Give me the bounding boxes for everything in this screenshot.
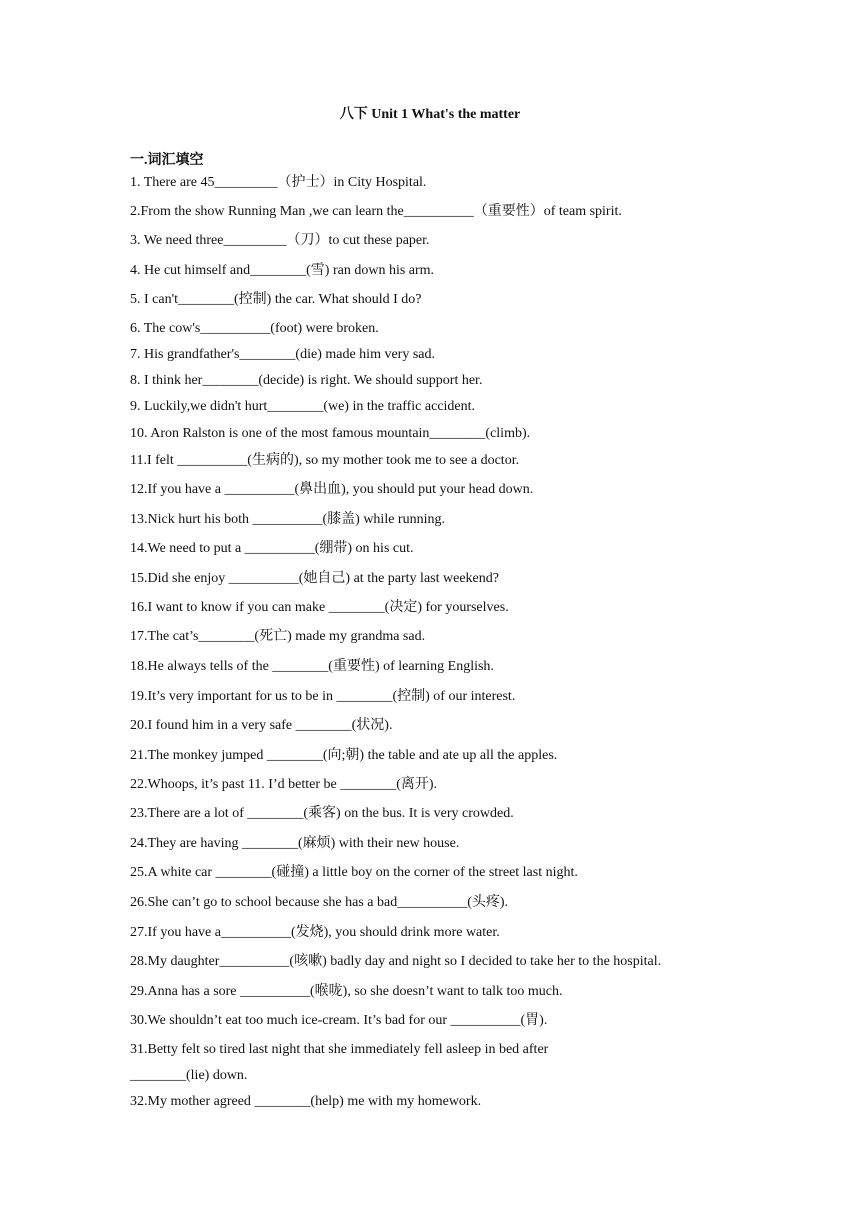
document-title: 八下 Unit 1 What's the matter xyxy=(339,107,521,122)
exercise-item-31: 31.Betty felt so tired last night that she immediately fell asleep in bed after xyxy=(130,1042,549,1057)
exercise-item-26: 26.She can’t go to school because she has a bad__________(头疼). xyxy=(130,895,509,910)
exercise-item-25: 25.A white car ________(碰撞) a little boy on the corner of the street last night. xyxy=(130,865,578,880)
exercise-item-21: 21.The monkey jumped ________(向;朝) the table and ate up all the apples. xyxy=(130,748,558,763)
exercise-item-6: 6. The cow's__________(foot) were broken. xyxy=(130,321,379,336)
exercise-item-3: 3. We need three_________（刀）to cut these paper. xyxy=(130,233,430,248)
exercise-item-13: 13.Nick hurt his both __________(膝盖) while running. xyxy=(130,512,445,527)
exercise-item-32: 32.My mother agreed ________(help) me with my homework. xyxy=(130,1094,482,1109)
exercise-item-30: 30.We shouldn’t eat too much ice-cream. It’s bad for our __________(胃). xyxy=(130,1013,548,1028)
exercise-item-7: 7. His grandfather's________(die) made him very sad. xyxy=(130,347,435,362)
exercise-item-27: 27.If you have a__________(发烧), you should drink more water. xyxy=(130,925,500,940)
exercise-item-17: 17.The cat’s________(死亡) made my grandma sad. xyxy=(130,629,426,644)
exercise-item-29: 29.Anna has a sore __________(喉咙), so she doesn’t want to talk too much. xyxy=(130,984,563,999)
exercise-item-18: 18.He always tells of the ________(重要性) of learning English. xyxy=(130,659,494,674)
exercise-item-31-continued: ________(lie) down. xyxy=(130,1068,248,1083)
exercise-item-14: 14.We need to put a __________(绷带) on his cut. xyxy=(130,541,414,556)
exercise-item-16: 16.I want to know if you can make ________(决定) for yourselves. xyxy=(130,600,509,615)
exercise-item-22: 22.Whoops, it’s past 11. I’d better be ________(离开). xyxy=(130,777,438,792)
exercise-item-1: 1. There are 45_________（护士）in City Hospital. xyxy=(130,175,427,190)
exercise-item-19: 19.It’s very important for us to be in ________(控制) of our interest. xyxy=(130,689,516,704)
exercise-item-24: 24.They are having ________(麻烦) with their new house. xyxy=(130,836,460,851)
exercise-item-9: 9. Luckily,we didn't hurt________(we) in the traffic accident. xyxy=(130,399,476,414)
exercise-item-11: 11.I felt __________(生病的), so my mother took me to see a doctor. xyxy=(130,453,520,468)
section-heading: 一.词汇填空 xyxy=(130,153,204,168)
exercise-item-2: 2.From the show Running Man ,we can learn the__________（重要性）of team spirit. xyxy=(130,204,622,219)
exercise-item-23: 23.There are a lot of ________(乘客) on the bus. It is very crowded. xyxy=(130,806,514,821)
exercise-item-12: 12.If you have a __________(鼻出血), you should put your head down. xyxy=(130,482,534,497)
exercise-item-4: 4. He cut himself and________(雪) ran down his arm. xyxy=(130,263,435,278)
exercise-item-28: 28.My daughter__________(咳嗽) badly day and night so I decided to take her to the hospital. xyxy=(130,954,662,969)
exercise-item-20: 20.I found him in a very safe ________(状况). xyxy=(130,718,393,733)
exercise-item-15: 15.Did she enjoy __________(她自己) at the party last weekend? xyxy=(130,571,499,586)
exercise-item-5: 5. I can't________(控制) the car. What should I do? xyxy=(130,292,422,307)
exercise-item-8: 8. I think her________(decide) is right. We should support her. xyxy=(130,373,483,388)
exercise-item-10: 10. Aron Ralston is one of the most famous mountain________(climb). xyxy=(130,426,531,441)
